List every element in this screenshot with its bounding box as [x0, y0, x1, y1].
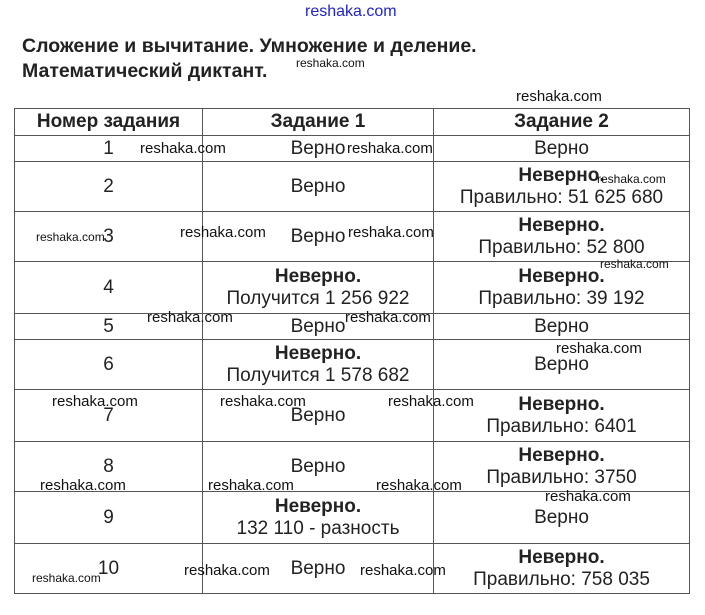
- task-2-cell: [434, 314, 690, 340]
- cell-text: Верно: [290, 557, 346, 579]
- watermark: reshaka.com: [52, 393, 138, 410]
- header-task-1: Задание 1: [203, 109, 434, 136]
- watermark: reshaka.com: [388, 393, 474, 410]
- verdict-label: Неверно.: [274, 495, 362, 517]
- header-task-2: Задание 2: [434, 109, 690, 136]
- task-2-cell: [434, 136, 690, 162]
- cell-text: Получится 1 578 682: [226, 364, 410, 386]
- task-2-cell: [434, 442, 690, 492]
- site-header-link[interactable]: reshaka.com: [305, 3, 397, 20]
- task-1-cell: [203, 162, 434, 212]
- task-number-cell: 2: [15, 162, 203, 212]
- watermark: reshaka.com: [180, 224, 266, 241]
- task-1-cell: [203, 340, 434, 390]
- cell-text: Правильно: 758 035: [473, 568, 650, 590]
- watermark: reshaka.com: [516, 88, 602, 105]
- task-number-cell: 5: [15, 314, 203, 340]
- watermark: reshaka.com: [600, 257, 669, 271]
- watermark: reshaka.com: [140, 140, 226, 157]
- task-number-cell: 9: [15, 492, 203, 544]
- verdict-label: Неверно.: [518, 546, 605, 568]
- task-2-cell: [434, 162, 690, 212]
- watermark: reshaka.com: [184, 562, 270, 579]
- task-number-cell: 3: [15, 212, 203, 262]
- watermark: reshaka.com: [220, 393, 306, 410]
- watermark: reshaka.com: [347, 140, 433, 157]
- watermark: reshaka.com: [545, 488, 631, 505]
- task-1-cell: [203, 262, 434, 314]
- task-number-cell: 10: [15, 544, 203, 594]
- task-number-cell: 1: [15, 136, 203, 162]
- verdict-label: Неверно.: [518, 214, 605, 236]
- task-number-cell: 8: [15, 442, 203, 492]
- watermark: reshaka.com: [296, 56, 365, 70]
- cell-text: Верно: [534, 137, 589, 159]
- cell-text: Верно: [534, 315, 589, 337]
- watermark: reshaka.com: [360, 562, 446, 579]
- table-row: [15, 262, 690, 314]
- cell-text: Верно: [290, 225, 346, 247]
- cell-text: Правильно: 39 192: [478, 287, 645, 309]
- header-task-number: Номер задания: [15, 109, 203, 136]
- verdict-label: Неверно.: [274, 342, 362, 364]
- verdict-label: Неверно.: [518, 393, 605, 415]
- cell-text: Верно: [290, 455, 346, 477]
- verdict-label: Неверно.: [518, 444, 605, 466]
- watermark: reshaka.com: [376, 477, 462, 494]
- task-number-cell: 6: [15, 340, 203, 390]
- watermark: reshaka.com: [556, 340, 642, 357]
- watermark: reshaka.com: [208, 477, 294, 494]
- cell-text: Правильно: 6401: [486, 415, 637, 437]
- task-1-cell: [203, 492, 434, 544]
- cell-text: 132 110 - разность: [236, 517, 400, 539]
- watermark: reshaka.com: [348, 224, 434, 241]
- cell-text: Верно: [534, 353, 589, 375]
- cell-text: Верно: [290, 404, 346, 426]
- cell-text: Верно: [534, 506, 589, 528]
- watermark: reshaka.com: [32, 571, 101, 585]
- watermark: reshaka.com: [147, 309, 233, 326]
- title-line-2: Математический диктант.: [22, 60, 268, 82]
- cell-text: Верно: [290, 315, 346, 337]
- cell-text: Правильно: 3750: [486, 466, 637, 488]
- table-header-row: [15, 109, 690, 136]
- cell-text: Верно: [290, 137, 346, 159]
- cell-text: Получится 1 256 922: [226, 287, 410, 309]
- verdict-label: Неверно.: [518, 265, 605, 287]
- task-2-cell: [434, 212, 690, 262]
- table-row: [15, 162, 690, 212]
- page-title: [22, 34, 477, 84]
- watermark: reshaka.com: [40, 477, 126, 494]
- title-line-1: Сложение и вычитание. Умножение и деление.: [22, 35, 477, 57]
- table-body: [15, 136, 690, 594]
- watermark: reshaka.com: [345, 309, 431, 326]
- cell-text: Правильно: 51 625 680: [459, 186, 664, 208]
- task-2-cell: [434, 544, 690, 594]
- verdict-label: Неверно.: [274, 265, 362, 287]
- table-row: [15, 544, 690, 594]
- task-number-cell: 7: [15, 390, 203, 442]
- watermark: reshaka.com: [597, 172, 666, 186]
- verdict-label: Неверно.: [518, 164, 605, 186]
- cell-text: Правильно: 52 800: [478, 236, 645, 258]
- task-number-cell: 4: [15, 262, 203, 314]
- cell-text: Верно: [290, 175, 346, 197]
- watermark: reshaka.com: [36, 230, 105, 244]
